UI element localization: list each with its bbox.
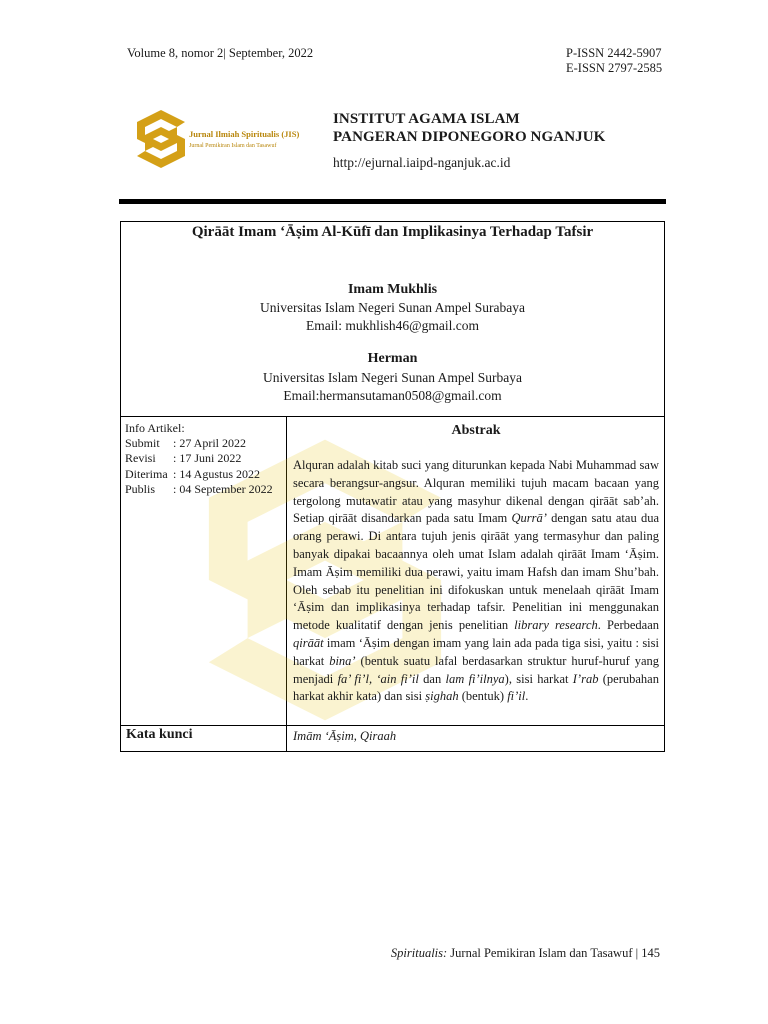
author-name-1: Imam Mukhlis [347, 282, 438, 297]
author-affiliation-1: Universitas Islam Negeri Sunan Ampel Surabaya [259, 300, 526, 315]
institution-line2: PANGERAN DIPONEGORO NGANJUK [333, 129, 606, 145]
info-row: Revisi : 17 Juni 2022 [125, 451, 242, 466]
volume-info: Volume 8, nomor 2| September, 2022 [127, 46, 314, 60]
keywords-value: Imām ‘Āṣim, Qiraah [293, 729, 397, 743]
pissn: P-ISSN 2442-5907 [566, 46, 662, 60]
journal-logo [133, 108, 333, 170]
page-number: | 145 [635, 946, 660, 960]
institution-name [333, 110, 605, 146]
keywords-label: Kata kunci [126, 727, 193, 742]
info-row: Submit : 27 April 2022 [125, 436, 247, 451]
footer-journal-italic: Spiritualis: [390, 946, 448, 960]
issn-block [566, 46, 662, 76]
page-footer [380, 946, 660, 961]
article-title: Qirāāt Imam ‘Āṣim Al-Kūfī dan Implikasinya Terhadap Tafsir [191, 224, 594, 240]
info-dates [125, 436, 273, 497]
info-row: Publis : 04 September 2022 [125, 481, 273, 496]
footer-journal-rest: Jurnal Pemikiran Islam dan Tasawuf [447, 946, 633, 960]
author-name-2: Herman [367, 351, 418, 366]
abstract-heading: Abstrak [451, 423, 501, 438]
institution-line1: INSTITUT AGAMA ISLAM [333, 111, 520, 127]
info-heading: Info Artikel: [125, 421, 185, 435]
eissn: E-ISSN 2797-2585 [566, 61, 663, 75]
logo-line2: Jurnal Pemikiran Islam dan Tasawuf [189, 143, 277, 149]
article-info [125, 421, 273, 497]
journal-url[interactable]: http://ejurnal.iaipd-nganjuk.ac.id [333, 155, 511, 170]
author-email-2: Email:hermansutaman0508@gmail.com [283, 388, 502, 403]
header-rule [119, 199, 666, 204]
author-email-1: Email: mukhlish46@gmail.com [306, 318, 479, 333]
info-row: Diterima : 14 Agustus 2022 [125, 466, 261, 481]
abstract-text: Alquran adalah kitab suci yang diturunkan kepada Nabi Muhammad saw secara berangsur-angsur. Alquran memiliki tujuh macam bacaan yang tergolong mutawatir atau yang masyhur dikenal dengan qirāāt sab’ah. Setiap qirāāt disandarkan pada satu Imam Qurrā’ dengan satu atau dua orang perawi. Di antara tujuh jenis qirāāt yang termasyhur dan paling banyak dipakai bacaannya oleh umat Islam adalah qirāāt Imam ‘Āṣim. Imam Āṣim memiliki dua perawi, yaitu imam Hafsh dan imam Shu’bah. Oleh sebab itu penelitian ini difokuskan untuk menelaah qirāāt Imam ‘Āṣim dan implikasinya terhadap tafsir. Penelitian ini menggunakan metode kualitatif dengan jenis penelitian library research. Perbedaan qirāāt imam ‘Āṣim dengan imam yang lain ada pada tiga sisi, yaitu : sisi harkat bina’ (bentuk suatu lafal berdasarkan struktur huruf-huruf yang menjadi fa’ fi’l, ‘ain fi’il dan lam fi’ilnya), sisi harkat I’rab (perubahan harkat akhir kata) dan sisi ṣighah (bentuk) fi’il. [293, 458, 659, 704]
logo-s-mark-icon [137, 110, 185, 168]
author-affiliation-2: Universitas Islam Negeri Sunan Ampel Surbaya [262, 370, 523, 385]
logo-line1: Jurnal Ilmiah Spiritualis (JIS) [189, 129, 300, 139]
